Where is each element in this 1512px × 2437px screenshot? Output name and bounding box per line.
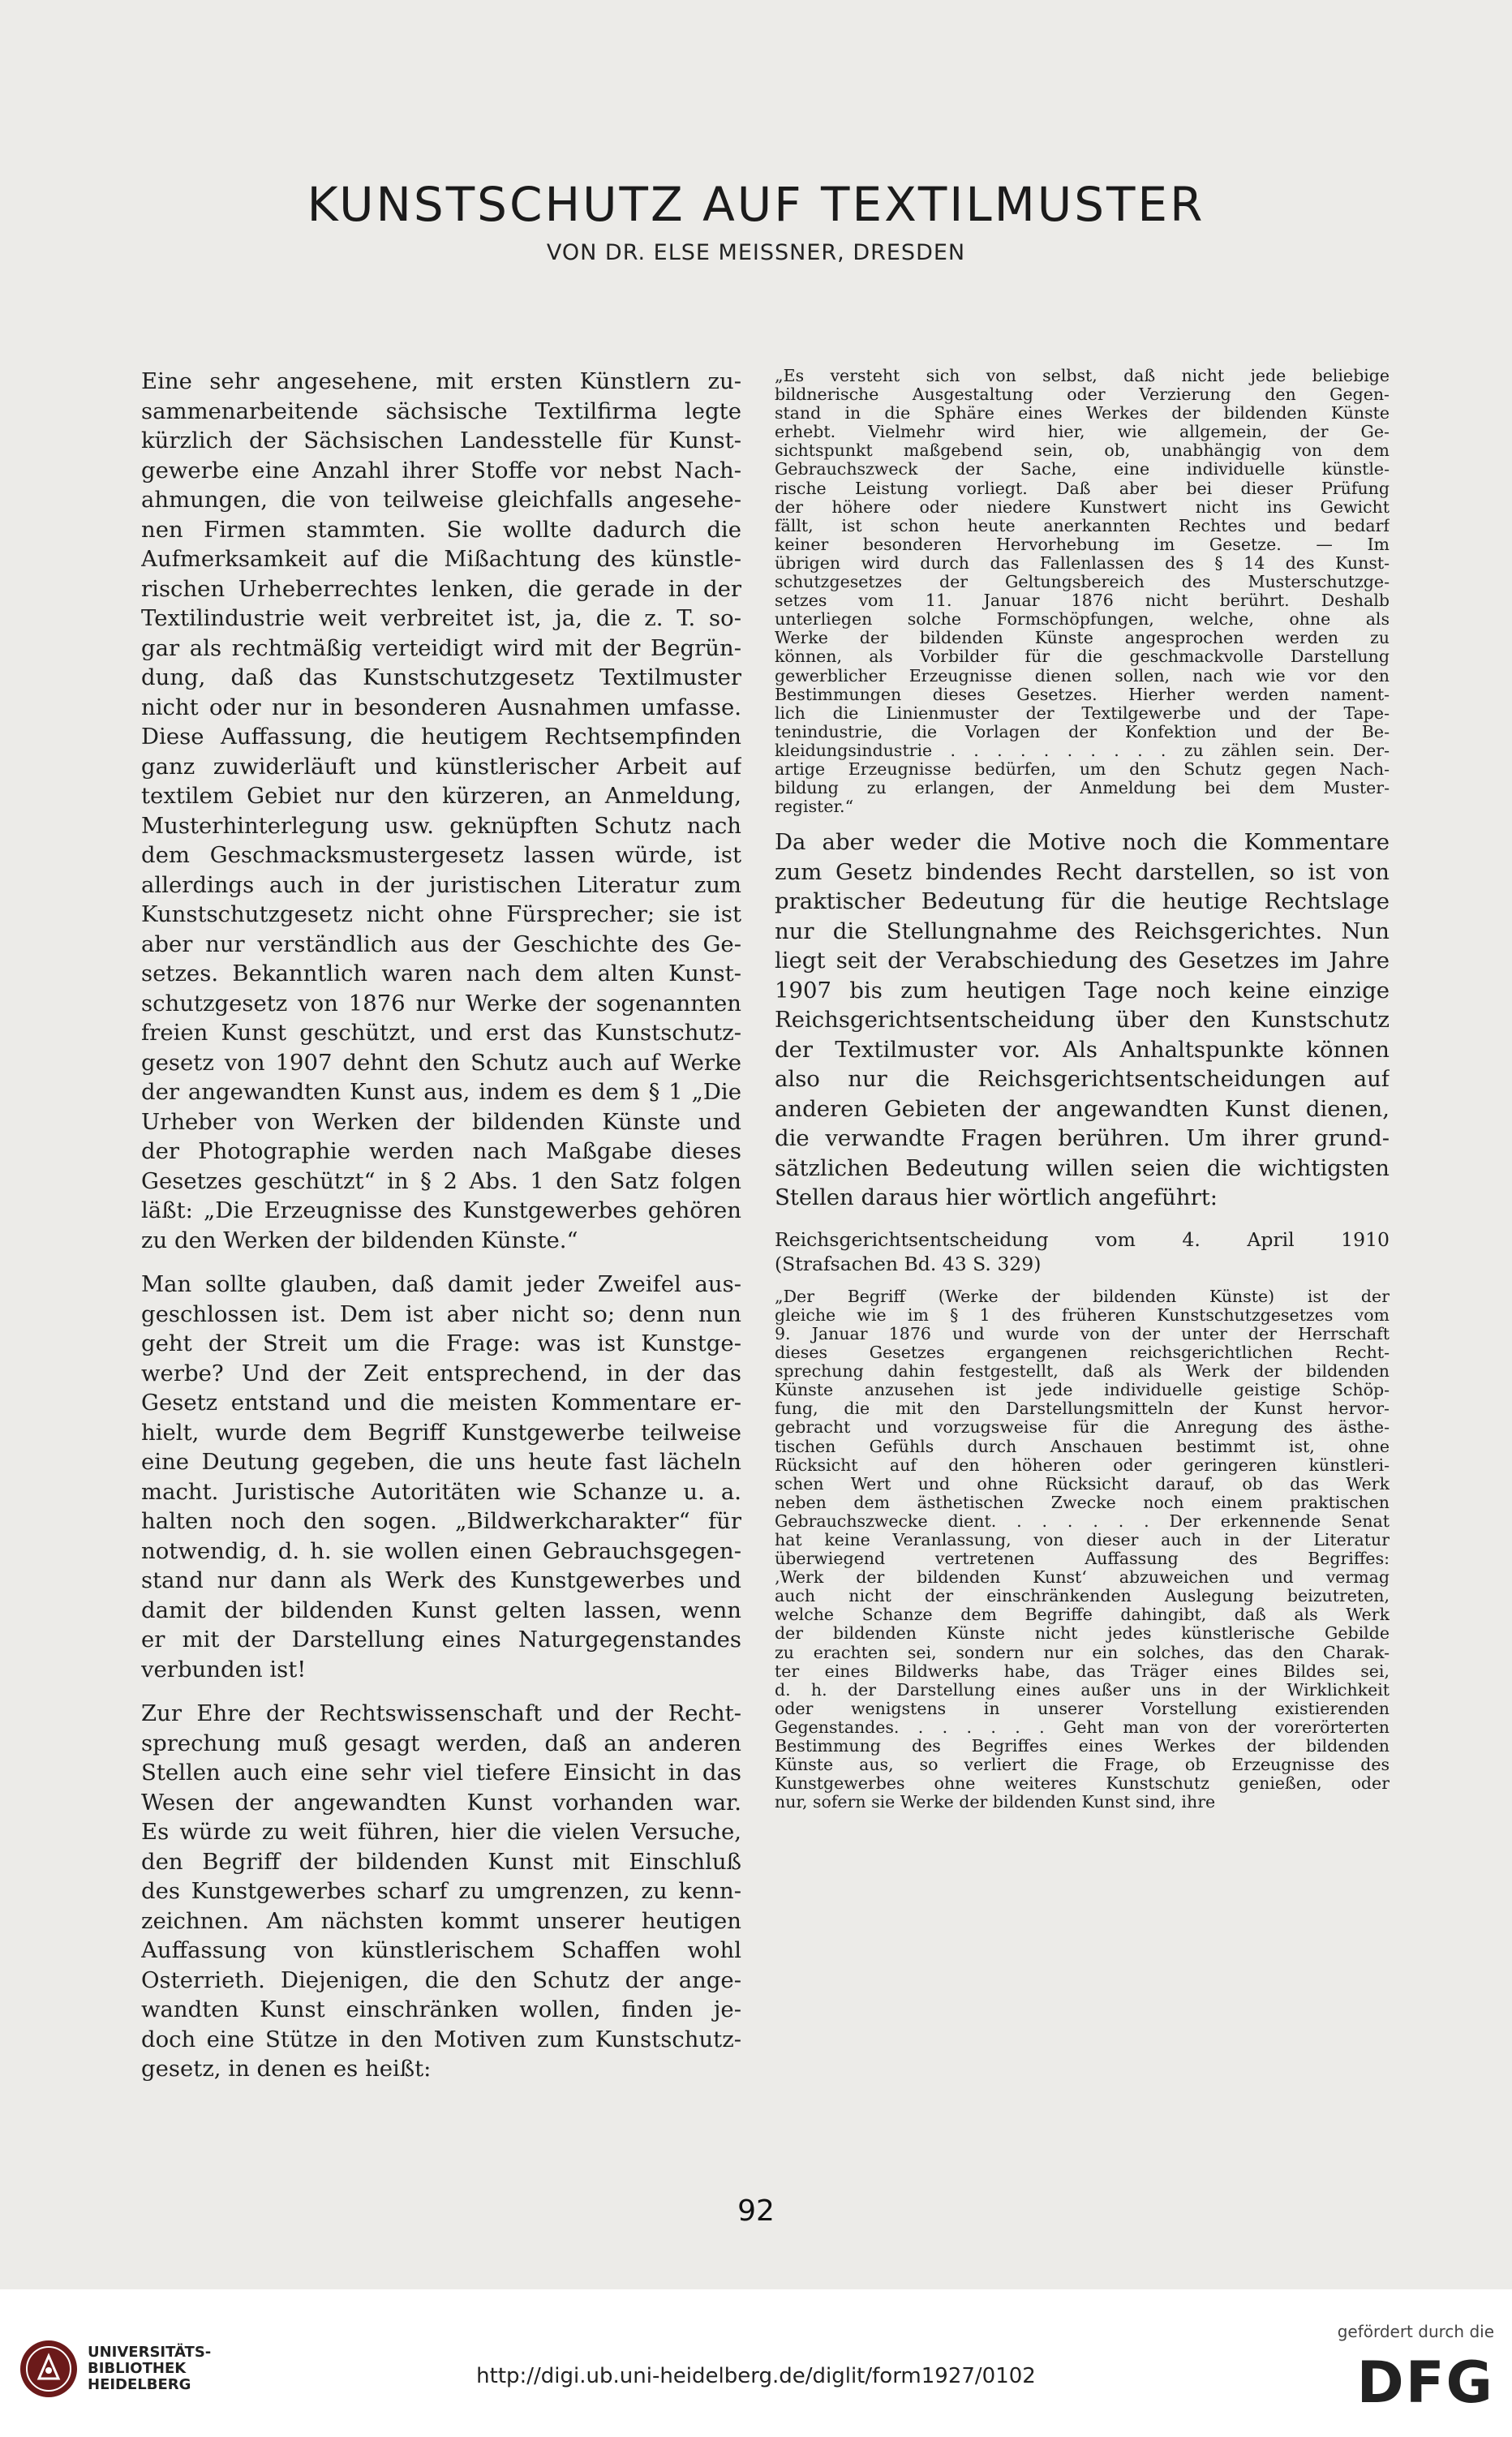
text-line: kleidungsindustrie . . . . . . . . . . zu zählen sein. Der- — [775, 741, 1390, 760]
text-line: doch eine Stütze in den Motiven zum Kunstschutz- — [141, 2026, 741, 2052]
text-line: der Photographie werden nach Maßgabe dieses — [141, 1138, 741, 1164]
text-line: textilem Gebiet nur den kürzeren, an Anmeldung, — [141, 783, 741, 809]
text-line: werbe? Und der Zeit entsprechend, in der das — [141, 1360, 741, 1386]
text-line: Werke der bildenden Künste angesprochen werden zu — [775, 629, 1390, 648]
text-line: d. h. der Darstellung eines außer uns in der Wirklichkeit — [775, 1680, 1390, 1700]
text-line: überwiegend vertretenen Auffassung des Begriffes: — [775, 1549, 1390, 1569]
text-line: Zur Ehre der Rechtswissenschaft und der Recht- — [141, 1700, 741, 1726]
text-line: Gebrauchszweck der Sache, eine individuelle künstle- — [775, 460, 1390, 479]
text-line: oder wenigstens in unserer Vorstellung existierenden — [775, 1699, 1390, 1718]
text-line: verbunden ist! — [141, 1656, 307, 1683]
text-line: erhebt. Vielmehr wird hier, wie allgemein, der Ge- — [775, 423, 1390, 442]
text-line: tischen Gefühls durch Anschauen bestimmt ist, ohne — [775, 1437, 1390, 1456]
text-line: der bildenden Künste nicht jedes künstlerische Gebilde — [775, 1624, 1390, 1644]
text-line: Es würde zu weit führen, hier die vielen Versuche, — [141, 1819, 741, 1845]
text-line: macht. Juristische Autoritäten wie Schanze u. a. — [141, 1478, 741, 1505]
text-line: liegt seit der Verabschiedung des Gesetzes im Jahre — [775, 948, 1390, 974]
text-line: Stellen auch eine sehr viel tiefere Einsicht in das — [141, 1760, 741, 1786]
text-line: praktischer Bedeutung für die heutige Rechtslage — [775, 888, 1390, 915]
text-line: setzes. Bekanntlich waren nach dem alten Kunst- — [141, 961, 741, 986]
text-line: können, als Vorbilder für die geschmackvolle Darstellung — [775, 647, 1390, 667]
text-line: freien Kunst geschützt, und erst das Kunstschutz- — [141, 1020, 741, 1046]
text-line: Gegenstandes. . . . . . . Geht man von der vorerörterten — [775, 1717, 1390, 1737]
library-name-line: HEIDELBERG — [88, 2376, 191, 2393]
paragraph — [775, 827, 1390, 1213]
text-line: allerdings auch in der juristischen Literatur zum — [141, 871, 741, 898]
text-line: register.“ — [775, 797, 854, 817]
permalink[interactable]: http://digi.ub.uni-heidelberg.de/diglit/form1927/0102 — [476, 2364, 1036, 2388]
text-line: geht der Streit um die Frage: was ist Kunstge- — [141, 1330, 741, 1356]
text-line: Gebrauchszwecke dient. . . . . . . Der erkennende Senat — [775, 1511, 1390, 1531]
text-line: rische Leistung vorliegt. Daß aber bei dieser Prüfung — [775, 479, 1390, 498]
text-line: des Kunstgewerbes scharf zu umgrenzen, zu kenn- — [141, 1878, 741, 1904]
text-line: ahmungen, die von teilweise gleichfalls angesehe- — [141, 487, 741, 513]
text-line: läßt: „Die Erzeugnisse des Kunstgewerbes gehören — [141, 1197, 741, 1223]
text-line: nur die Stellungnahme des Reichsgerichtes. Nun — [775, 918, 1390, 944]
text-line: 9. Januar 1876 und wurde von der unter der Herrschaft — [775, 1324, 1390, 1343]
text-line: schen Wert und ohne Rücksicht darauf, ob das Werk — [775, 1474, 1390, 1494]
text-line: bildnerische Ausgestaltung oder Verzierung den Gegen- — [775, 385, 1390, 405]
text-line: Wesen der angewandten Kunst vorhanden war. — [141, 1789, 741, 1816]
paragraph — [775, 1287, 1390, 1812]
text-line: geschlossen ist. Dem ist aber nicht so; denn nun — [141, 1300, 741, 1327]
text-line: „Der Begriff (Werke der bildenden Künste) ist der — [775, 1287, 1390, 1306]
paragraph — [141, 1699, 741, 2084]
text-line: setzes vom 11. Januar 1876 nicht berührt. Deshalb — [775, 591, 1390, 611]
text-line: sammenarbeitende sächsische Textilfirma legte — [141, 398, 741, 424]
text-line: also nur die Reichsgerichtsentscheidungen auf — [775, 1066, 1390, 1093]
text-line: sätzlichen Bedeutung willen seien die wichtigsten — [775, 1154, 1390, 1181]
dfg-logo: DFG — [1356, 2349, 1494, 2416]
left-column — [141, 367, 741, 2084]
text-line: Eine sehr angesehene, mit ersten Künstlern zu- — [141, 368, 741, 394]
text-line: (Strafsachen Bd. 43 S. 329) — [775, 1252, 1042, 1275]
text-line: sprechung dahin festgestellt, daß als Werk der bildenden — [775, 1362, 1390, 1382]
text-line: Urheber von Werken der bildenden Künste und — [141, 1108, 741, 1135]
library-name-line: BIBLIOTHEK — [88, 2360, 187, 2377]
text-line: er mit der Darstellung eines Naturgegenstandes — [141, 1627, 741, 1653]
paragraph — [775, 367, 1390, 816]
text-line: damit der bildenden Kunst gelten lassen, wenn — [141, 1597, 741, 1623]
text-line: Da aber weder die Motive noch die Kommentare — [775, 829, 1390, 856]
text-line: Kunstschutzgesetz nicht ohne Fürsprecher; sie ist — [141, 901, 741, 927]
text-line: schutzgesetz von 1876 nur Werke der sogenannten — [141, 990, 741, 1016]
funded-by-label: gefördert durch die — [1337, 2322, 1494, 2341]
text-line: Kunstgewerbes ohne weiteres Kunstschutz genießen, oder — [775, 1774, 1390, 1794]
paragraph — [141, 367, 741, 1255]
article-author: VON DR. ELSE MEISSNER, DRESDEN — [546, 240, 966, 265]
library-name-line: UNIVERSITÄTS- — [88, 2344, 212, 2361]
text-line: nur, sofern sie Werke der bildenden Kunst sind, ihre — [775, 1793, 1216, 1812]
text-line: zeichnen. Am nächsten kommt unserer heutigen — [141, 1907, 741, 1934]
text-line: gesetz, in denen es heißt: — [141, 2056, 432, 2082]
text-line: zu erachten sei, sondern nur ein solches, das den Charak- — [775, 1643, 1390, 1662]
text-line: Bestimmungen dieses Gesetzes. Hierher werden nament- — [775, 685, 1390, 704]
text-line: schutzgesetzes der Geltungsbereich des Musterschutzge- — [775, 573, 1390, 592]
text-line: gewerblicher Erzeugnisse dienen sollen, nach wie vor den — [775, 666, 1390, 686]
text-line: auch nicht der einschränkenden Auslegung beizutreten, — [775, 1587, 1390, 1606]
text-line: lich die Linienmuster der Textilgewerbe und der Tape- — [775, 703, 1390, 723]
text-line: artige Erzeugnisse bedürfen, um den Schutz gegen Nach- — [775, 759, 1390, 779]
text-line: rischen Urheberrechtes lenken, die gerade in der — [141, 575, 741, 602]
paragraph — [775, 1227, 1390, 1276]
text-line: zu den Werken der bildenden Künste.“ — [141, 1227, 578, 1253]
text-line: Musterhinterlegung usw. geknüpften Schutz nach — [141, 812, 741, 839]
footer — [0, 2289, 1512, 2437]
text-line: dem Geschmacksmustergesetz lassen würde, ist — [141, 842, 741, 868]
text-line: notwendig, d. h. sie wollen einen Gebrauchsgegen- — [141, 1537, 741, 1564]
text-line: „Es versteht sich von selbst, daß nicht jede beliebige — [775, 367, 1390, 385]
text-line: der höhere oder niedere Kunstwert nicht ins Gewicht — [775, 497, 1390, 517]
text-line: Osterrieth. Diejenigen, die den Schutz der ange- — [141, 1966, 741, 1993]
text-line: Auffassung von künstlerischem Schaffen wohl — [141, 1937, 741, 1963]
text-line: kürzlich der Sächsischen Landesstelle für Kunst- — [141, 428, 741, 453]
text-line: Rücksicht auf den höheren oder geringeren künstleri- — [775, 1455, 1390, 1475]
text-line: ‚Werk der bildenden Kunst‘ abzuweichen und vermag — [775, 1568, 1390, 1588]
text-line: sichtspunkt maßgebend sein, ob, unabhängig von dem — [775, 441, 1390, 461]
text-line: übrigen wird durch das Fallenlassen des § 14 des Kunst- — [775, 553, 1390, 573]
text-line: nen Firmen stammten. Sie wollte dadurch die — [141, 516, 741, 543]
text-line: ganz zuwiderläuft und künstlerischer Arbeit auf — [141, 753, 741, 780]
text-line: neben dem ästhetischen Zwecke noch einem praktischen — [775, 1493, 1390, 1512]
text-line: den Begriff der bildenden Kunst mit Einschluß — [141, 1848, 741, 1875]
text-line: Diese Auffassung, die heutigem Rechtsempfinden — [141, 724, 741, 750]
text-line: Reichsgerichtsentscheidung vom 4. April 1910 — [775, 1227, 1390, 1251]
text-line: Künste anzusehen ist jede individuelle geistige Schöp- — [775, 1381, 1390, 1400]
text-line: hielt, wurde dem Begriff Kunstgewerbe teilweise — [141, 1419, 741, 1446]
text-line: sprechung muß gesagt werden, daß an anderen — [141, 1730, 741, 1756]
text-line: Aufmerksamkeit auf die Mißachtung des künstle- — [141, 546, 741, 572]
text-line: stand in die Sphäre eines Werkes der bildenden Künste — [775, 404, 1390, 423]
text-line: Man sollte glauben, daß damit jeder Zweifel aus- — [141, 1271, 741, 1297]
text-line: halten noch den sogen. „Bildwerkcharakter“ für — [141, 1508, 741, 1534]
text-line: gesetz von 1907 dehnt den Schutz auch auf Werke — [141, 1049, 741, 1076]
text-line: Stellen daraus hier wörtlich angeführt: — [775, 1184, 1218, 1211]
text-line: fällt, ist schon heute anerkannten Rechtes und bedarf — [775, 516, 1390, 535]
text-line: hat keine Veranlassung, von dieser auch in der Literatur — [775, 1530, 1390, 1549]
text-line: Gesetzes geschützt“ in § 2 Abs. 1 den Satz folgen — [141, 1167, 741, 1194]
text-line: stand nur dann als Werk des Kunstgewerbes und — [141, 1567, 741, 1593]
right-column — [775, 367, 1390, 1812]
text-line: gar als rechtmäßig verteidigt wird mit der Begrün- — [141, 634, 741, 661]
paragraph — [141, 1270, 741, 1684]
text-line: dieses Gesetzes ergangenen reichsgerichtlichen Recht- — [775, 1343, 1390, 1363]
text-line: wandten Kunst einschränken wollen, finden je- — [141, 1996, 741, 2022]
text-line: fung, die mit den Darstellungsmitteln der Kunst hervor- — [775, 1399, 1390, 1419]
text-line: nicht oder nur in besonderen Ausnahmen umfasse. — [141, 694, 741, 720]
text-line: Gesetz entstand und die meisten Kommentare er- — [141, 1390, 741, 1416]
text-line: gebracht und vorzugsweise für die Anregung des ästhe- — [775, 1418, 1390, 1438]
text-line: eine Deutung gegeben, die uns heute fast lächeln — [141, 1449, 741, 1475]
text-line: keiner besonderen Hervorhebung im Gesetze. — Im — [775, 535, 1390, 554]
text-line: unterliegen solche Formschöpfungen, welche, ohne als — [775, 610, 1390, 630]
text-line: Textilindustrie weit verbreitet ist, ja, die z. T. so- — [141, 605, 741, 631]
page-number: 92 — [737, 2194, 775, 2228]
text-line: 1907 bis zum heutigen Tage noch keine einzige — [775, 977, 1390, 1004]
text-line: der angewandten Kunst aus, indem es dem § 1 „Die — [141, 1079, 741, 1105]
text-line: zum Gesetz bindendes Recht darstellen, so ist von — [775, 858, 1390, 885]
text-line: gleiche wie im § 1 des früheren Kunstschutzgesetzes vom — [775, 1305, 1390, 1325]
text-line: gewerbe eine Anzahl ihrer Stoffe vor nebst Nach- — [141, 457, 741, 484]
text-line: tenindustrie, die Vorlagen der Konfektion und der Be- — [775, 722, 1390, 741]
text-line: aber nur verständlich aus der Geschichte des Ge- — [141, 931, 741, 957]
text-line: Reichsgerichtsentscheidung über den Kunstschutz — [775, 1007, 1390, 1034]
text-line: welche Schanze dem Begriffe dahingibt, daß als Werk — [775, 1605, 1390, 1625]
text-line: ter eines Bildwerks habe, das Träger eines Bildes sei, — [775, 1661, 1390, 1681]
text-line: dung, daß das Kunstschutzgesetz Textilmuster — [141, 664, 741, 690]
text-line: bildung zu erlangen, der Anmeldung bei dem Muster- — [775, 779, 1390, 798]
text-line: die verwandte Fragen berühren. Um ihrer grund- — [775, 1125, 1390, 1152]
text-line: Bestimmung des Begriffes eines Werkes der bildenden — [775, 1737, 1390, 1756]
article-title: KUNSTSCHUTZ AUF TEXTILMUSTER — [307, 177, 1205, 232]
text-line: Künste aus, so verliert die Frage, ob Erzeugnisse des — [775, 1756, 1390, 1775]
text-line: anderen Gebieten der angewandten Kunst dienen, — [775, 1095, 1390, 1122]
text-line: der Textilmuster vor. Als Anhaltspunkte können — [775, 1036, 1390, 1063]
